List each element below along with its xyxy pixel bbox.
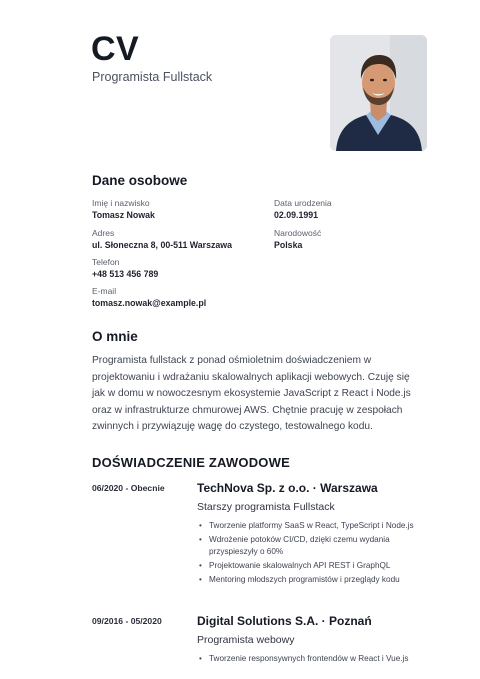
page-subtitle: Programista Fullstack (92, 70, 213, 84)
page-title: CV (91, 30, 140, 68)
field-value: 02.09.1991 (274, 210, 319, 220)
experience-role: Programista webowy (197, 634, 295, 646)
section-heading-personal: Dane osobowe (92, 173, 188, 188)
field-value: tomasz.nowak@example.pl (92, 298, 207, 308)
field-label: Narodowość (274, 228, 322, 238)
experience-dates: 09/2016 - 05/2020 (92, 616, 162, 626)
field-email (92, 286, 206, 309)
field-value: Tomasz Nowak (92, 210, 155, 220)
bullet-text: Mentoring młodszych programistów i przeglądy kodu (209, 575, 400, 584)
experience-company: TechNova Sp. z o.o. · Warszawa (197, 481, 378, 495)
bullet-icon: • (199, 535, 202, 544)
list-item (197, 653, 432, 665)
bullet-text: Wdrożenie potoków CI/CD, dzięki czemu wydania przyspieszyły o 60% (209, 535, 390, 556)
field-nationality (274, 228, 321, 251)
bullet-icon: • (199, 561, 202, 570)
field-label: Imię i nazwisko (92, 198, 150, 208)
field-label: Data urodzenia (274, 198, 332, 208)
list-item (197, 560, 432, 572)
bullet-icon: • (199, 521, 202, 530)
list-item (197, 520, 432, 532)
experience-dates: 06/2020 - Obecnie (92, 483, 165, 493)
experience-bullets (197, 653, 432, 665)
section-heading-experience: DOŚWIADCZENIE ZAWODOWE (92, 455, 290, 470)
field-label: E-mail (92, 286, 117, 296)
list-item (197, 574, 432, 586)
bullet-text: Tworzenie responsywnych frontendów w React i Vue.js (209, 654, 409, 663)
field-value: Polska (274, 240, 303, 250)
section-heading-about: O mnie (92, 329, 138, 344)
list-item (197, 534, 432, 558)
field-value: +48 513 456 789 (92, 269, 159, 279)
experience-company: Digital Solutions S.A. · Poznań (197, 614, 372, 628)
bullet-text: Tworzenie platformy SaaS w React, TypeScript i Node.js (209, 521, 414, 530)
field-birth-date (274, 198, 332, 221)
field-value: ul. Słoneczna 8, 00-511 Warszawa (92, 240, 232, 250)
field-name (92, 198, 155, 221)
bullet-icon: • (199, 654, 202, 663)
experience-bullets (197, 520, 432, 586)
bullet-icon: • (199, 575, 202, 584)
profile-photo (330, 35, 427, 151)
bullet-text: Projektowanie skalowalnych API REST i GraphQL (209, 561, 391, 570)
about-text: Programista fullstack z ponad ośmioletnim doświadczeniem w projektowaniu i wdrażaniu skalowalnych aplikacji webowych. Czuję się jak w domu w nowoczesnym ekosystemie JavaScript z React i Node.js oraz w infrastrukturze chmurowej AWS. Chętnie pracuję w zespołach zwinnych i przywiązuję wagę do czystego, testowalnego kodu. (92, 355, 411, 433)
field-label: Adres (92, 228, 115, 238)
field-address (92, 228, 232, 251)
experience-role: Starszy programista Fullstack (197, 501, 335, 513)
field-label: Telefon (92, 257, 120, 267)
field-phone (92, 257, 158, 280)
